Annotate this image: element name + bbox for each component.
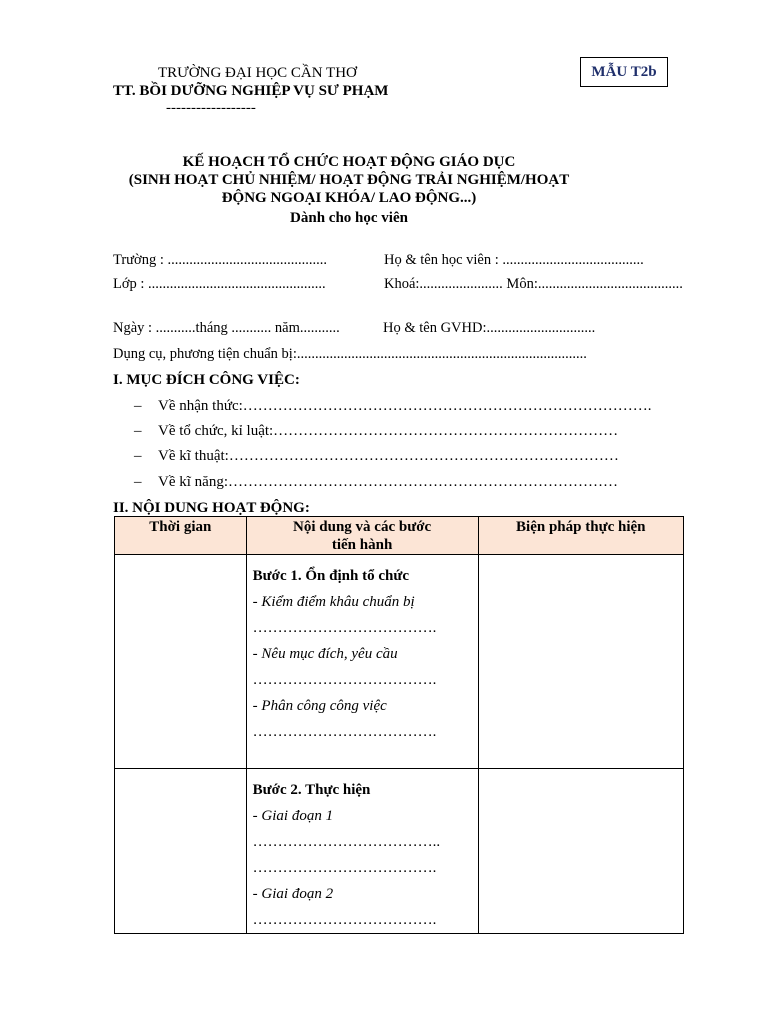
objective-item: – Về tổ chức, kỉ luật:…………………………………………………………… bbox=[134, 423, 619, 439]
bullet-dash: – bbox=[134, 423, 142, 439]
step-2-time-cell[interactable] bbox=[115, 769, 247, 934]
bullet-dash: – bbox=[134, 398, 142, 414]
step-2-line: ………………………………. bbox=[252, 860, 437, 876]
step-1-line: - Kiểm điểm khâu chuẩn bị bbox=[252, 594, 415, 610]
objective-item: – Về nhận thức:………………………………………………………………………. bbox=[134, 398, 652, 414]
header-measures: Biện pháp thực hiện bbox=[478, 517, 683, 555]
title-line-3: Dành cho học viên bbox=[290, 210, 408, 226]
table-header-row bbox=[115, 517, 684, 555]
step-1-content-cell[interactable] bbox=[246, 555, 478, 769]
objective-item: – Về kĩ năng:…………………………………………………………………… bbox=[134, 474, 618, 490]
tools-field[interactable]: Dụng cụ, phương tiện chuẩn bị:................................................................................ bbox=[113, 346, 587, 362]
step-1-line: - Nêu mục đích, yêu cầu bbox=[252, 646, 398, 662]
supervisor-field[interactable]: Họ & tên GVHD:.............................. bbox=[383, 320, 596, 336]
university-name: TRƯỜNG ĐẠI HỌC CẦN THƠ bbox=[158, 65, 357, 81]
activity-plan-table bbox=[114, 516, 684, 934]
step-1-time-cell[interactable] bbox=[115, 555, 247, 769]
class-field[interactable]: Lớp : ................................................. bbox=[113, 276, 326, 292]
header-content-steps: Nội dung và các bước tiến hành bbox=[246, 517, 478, 555]
step-1-title: Bước 1. Ổn định tổ chức bbox=[252, 568, 409, 584]
section-2-heading: II. NỘI DUNG HOẠT ĐỘNG: bbox=[113, 500, 310, 516]
step-1-line: ………………………………. bbox=[252, 620, 437, 636]
step-2-line: - Giai đoạn 1 bbox=[252, 808, 334, 824]
step-1-line: - Phân công công việc bbox=[252, 698, 387, 714]
step-2-line: ……………………………….. bbox=[252, 834, 441, 850]
bullet-dash: – bbox=[134, 474, 142, 490]
step-2-line: - Giai đoạn 2 bbox=[252, 886, 334, 902]
title-line-2: (SINH HOẠT CHỦ NHIỆM/ HOẠT ĐỘNG TRẢI NGHIỆM/HOẠT ĐỘNG NGOẠI KHÓA/ LAO ĐỘNG...) bbox=[128, 172, 570, 206]
table-row bbox=[115, 769, 684, 934]
header-divider: ------------------ bbox=[166, 100, 256, 116]
bullet-dash: – bbox=[134, 448, 142, 464]
step-2-content-cell[interactable] bbox=[246, 769, 478, 934]
step-2-line: ………………………………. bbox=[252, 912, 437, 928]
student-name-field[interactable]: Họ & tên học viên : ....................................... bbox=[384, 252, 644, 268]
title-line-1: KẾ HOẠCH TỔ CHỨC HOẠT ĐỘNG GIÁO DỤC bbox=[182, 154, 516, 170]
course-subject-field[interactable]: Khoá:....................... Môn:........................................ bbox=[384, 276, 683, 292]
school-field[interactable]: Trường : ............................................ bbox=[113, 252, 327, 268]
step-1-measures-cell[interactable] bbox=[478, 555, 683, 769]
step-2-measures-cell[interactable] bbox=[478, 769, 683, 934]
training-center-name: TT. BỒI DƯỠNG NGHIỆP VỤ SƯ PHẠM bbox=[113, 83, 389, 99]
date-field[interactable]: Ngày : ...........tháng ........... năm........... bbox=[113, 320, 340, 336]
step-1-line: ………………………………. bbox=[252, 672, 437, 688]
objective-item: – Về kĩ thuật:…………………………………………………………………… bbox=[134, 448, 619, 464]
header-time: Thời gian bbox=[115, 517, 247, 555]
section-1-heading: I. MỤC ĐÍCH CÔNG VIỆC: bbox=[113, 372, 300, 388]
table-row bbox=[115, 555, 684, 769]
step-2-title: Bước 2. Thực hiện bbox=[252, 782, 371, 798]
step-1-line: ………………………………. bbox=[252, 724, 437, 740]
form-code-badge: MẪU T2b bbox=[580, 57, 668, 87]
document-title bbox=[110, 153, 588, 227]
